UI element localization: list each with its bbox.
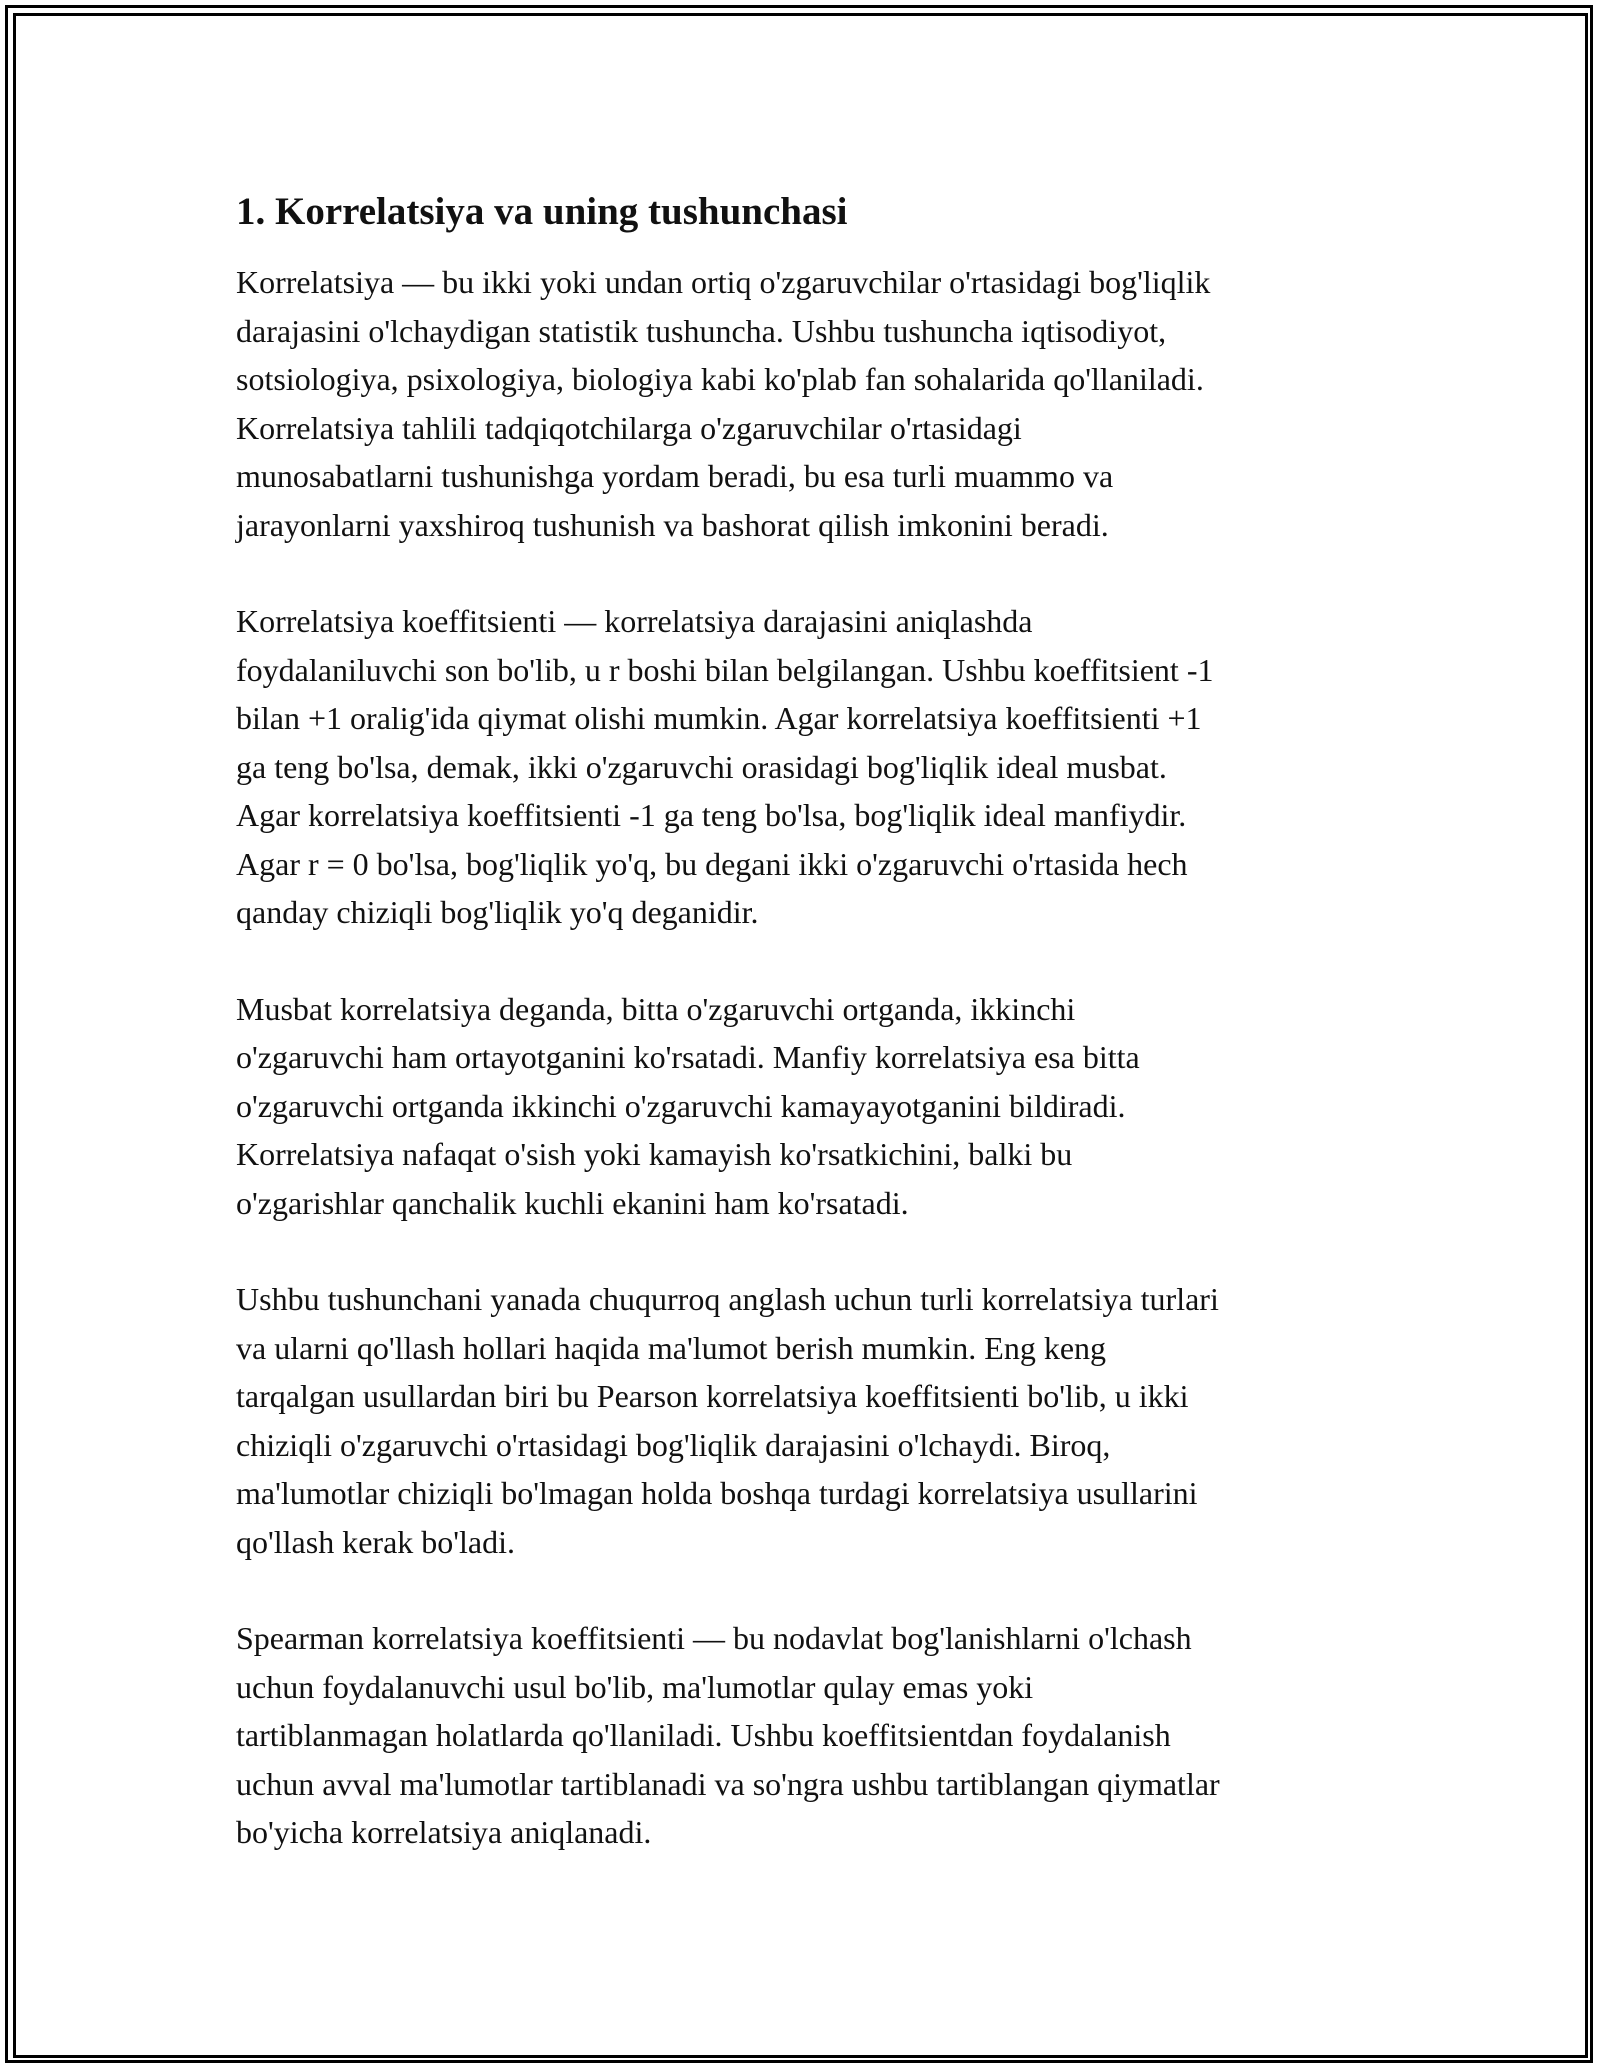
paragraph-coefficient: Korrelatsiya koeffitsienti — korrelatsiya darajasini aniqlashda foydalaniluvchi son bo'lib, u r boshi bilan belgilangan. Ushbu koeffitsient -1 bilan +1 oralig'ida qiymat olishi mumkin. Agar korrelatsiya koeffitsienti +1 ga teng bo'lsa, demak, ikki o'zgaruvchi orasidagi bog'liqlik ideal musbat. Agar korrelatsiya koeffitsienti -1 ga teng bo'lsa, bog'liqlik ideal manfiydir. Agar r = 0 bo'lsa, bog'liqlik yo'q, bu degani ikki o'zgaruvchi o'rtasida hech qanday chiziqli bog'liqlik yo'q deganidir. (236, 603, 1214, 930)
paragraph-spearman: Spearman korrelatsiya koeffitsienti — bu nodavlat bog'lanishlarni o'lchash uchun foydalanuvchi usul bo'lib, ma'lumotlar qulay emas yoki tartiblanmagan holatlarda qo'llaniladi. Ushbu koeffitsientdan foydalanish uchun avval ma'lumotlar tartiblanadi va so'ngra ushbu tartiblangan qiymatlar bo'yicha korrelatsiya aniqlanadi. (236, 1620, 1220, 1850)
paragraph-definition: Korrelatsiya — bu ikki yoki undan ortiq o'zgaruvchilar o'rtasidagi bog'liqlik darajasini o'lchaydigan statistik tushuncha. Ushbu tushuncha iqtisodiyot, sotsiologiya, psixologiya, biologiya kabi ko'plab fan sohalarida qo'llaniladi. Korrelatsiya tahlili tadqiqotchilarga o'zgaruvchilar o'rtasidagi munosabatlarni tushunishga yordam beradi, bu esa turli muammo va jarayonlarni yaxshiroq tushunish va bashorat qilish imkonini beradi. (236, 264, 1211, 543)
document-body (236, 186, 1376, 1905)
paragraph-positive-negative: Musbat korrelatsiya deganda, bitta o'zgaruvchi ortganda, ikkinchi o'zgaruvchi ham ortayotganini ko'rsatadi. Manfiy korrelatsiya esa bitta o'zgaruvchi ortganda ikkinchi o'zgaruvchi kamayayotganini bildiradi. Korrelatsiya nafaqat o'sish yoki kamayish ko'rsatkichini, balki bu o'zgarishlar qanchalik kuchli ekanini ham ko'rsatadi. (236, 990, 1140, 1221)
section-heading: 1. Korrelatsiya va uning tushunchasi (236, 190, 848, 233)
paragraph-pearson: Ushbu tushunchani yanada chuqurroq anglash uchun turli korrelatsiya turlari va ularni qo'llash hollari haqida ma'lumot berish mumkin. Eng keng tarqalgan usullardan biri bu Pearson korrelatsiya koeffitsienti bo'lib, u ikki chiziqli o'zgaruvchi o'rtasidagi bog'liqlik darajasini o'lchaydi. Biroq, ma'lumotlar chiziqli bo'lmagan holda boshqa turdagi korrelatsiya usullarini qo'llash kerak bo'ladi. (236, 1281, 1219, 1560)
